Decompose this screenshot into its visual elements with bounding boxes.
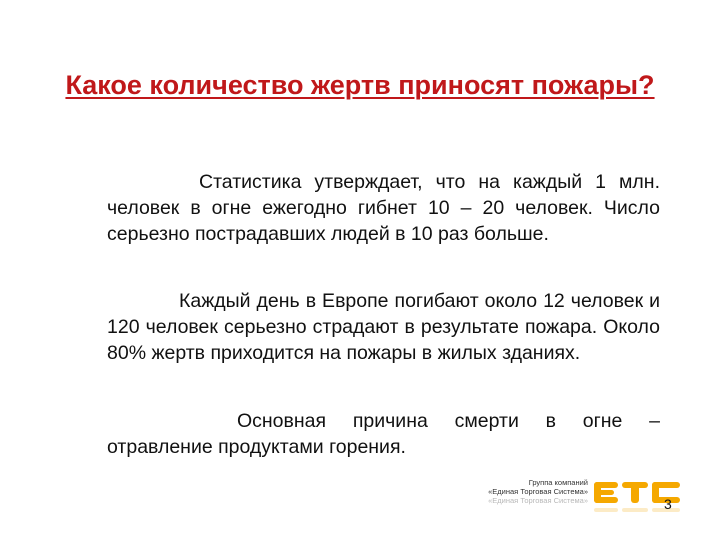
paragraph-europe: Каждый день в Европе погибают около 12 человек и 120 человек серьезно страдают в результате пожара. Около 80% жертв приходится на пожары в жилых зданиях. — [107, 290, 660, 364]
slide-title: Какое количество жертв приносят пожары? — [65, 70, 655, 100]
logo-line-group: Группа компаний — [528, 478, 588, 487]
company-logo — [488, 478, 688, 522]
etc-logo-icon — [592, 478, 688, 522]
logo-line-reflection: «Единая Торговая Система» — [488, 496, 588, 505]
logo-line-company: «Единая Торговая Система» — [488, 487, 588, 496]
page-number: 3 — [664, 496, 672, 512]
logo-letter-t — [622, 482, 648, 503]
paragraph-statistics: Статистика утверждает, что на каждый 1 млн. человек в огне ежегодно гибнет 10 – 20 человек. Число серьезно пострадавших людей в 10 раз больше. — [107, 171, 660, 245]
logo-letter-e — [594, 482, 618, 503]
paragraph-main-cause: Основная причина смерти в огне – отравление продуктами горения. — [107, 410, 660, 458]
logo-caption — [488, 478, 588, 505]
